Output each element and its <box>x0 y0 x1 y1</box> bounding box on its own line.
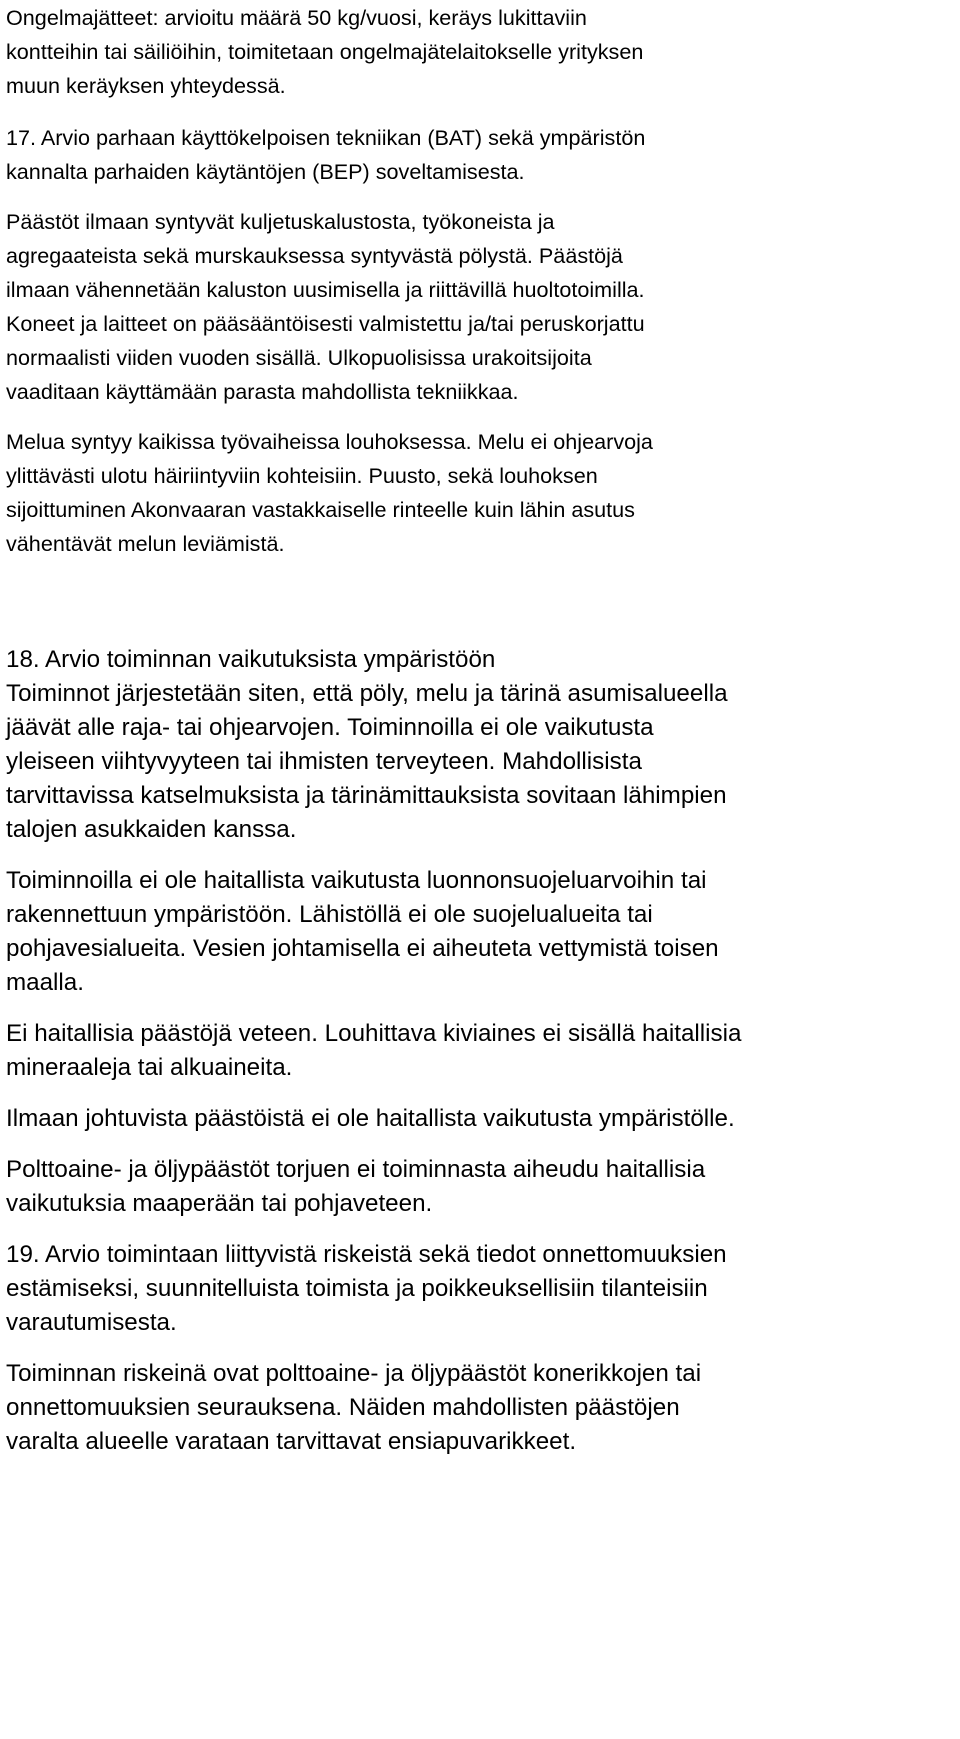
paragraph-air-impact <box>6 1102 956 1136</box>
text-line: kontteihin tai säiliöihin, toimitetaan ongelmajätelaitokselle yrityksen <box>6 39 644 64</box>
text-line: 19. Arvio toimintaan liittyvistä riskeistä sekä tiedot onnettomuuksien <box>6 1241 727 1268</box>
text-line: normaalisti viiden vuoden sisällä. Ulkopuolisissa urakoitsijoita <box>6 345 592 370</box>
paragraph-fuel-oil <box>6 1153 956 1221</box>
section-heading-19 <box>6 1238 956 1340</box>
paragraph-water-emissions <box>6 1017 956 1085</box>
text-line: maalla. <box>6 969 84 996</box>
text-line: Päästöt ilmaan syntyvät kuljetuskalustosta, työkoneista ja <box>6 209 555 234</box>
text-line: Polttoaine- ja öljypäästöt torjuen ei toiminnasta aiheudu haitallisia <box>6 1156 706 1183</box>
paragraph-air-emissions <box>6 205 956 409</box>
text-line: Koneet ja laitteet on pääsääntöisesti valmistettu ja/tai peruskorjattu <box>6 311 645 336</box>
text-line: varalta alueelle varataan tarvittavat ensiapuvarikkeet. <box>6 1428 577 1455</box>
text-line: Toiminnot järjestetään siten, että pöly, melu ja tärinä asumisalueella <box>6 680 728 707</box>
text-line: 17. Arvio parhaan käyttökelpoisen tekniikan (BAT) sekä ympäristön <box>6 125 646 150</box>
text-line: vaikutuksia maaperään tai pohjaveteen. <box>6 1190 433 1217</box>
text-line: tarvittavissa katselmuksista ja tärinämittauksista sovitaan lähimpien <box>6 782 727 809</box>
text-line: Toiminnoilla ei ole haitallista vaikutusta luonnonsuojeluarvoihin tai <box>6 867 707 894</box>
text-line: ylittävästi ulotu häiriintyviin kohteisiin. Puusto, sekä louhoksen <box>6 463 598 488</box>
text-line: Ilmaan johtuvista päästöistä ei ole haitallista vaikutusta ympäristölle. <box>6 1105 735 1132</box>
text-line: kannalta parhaiden käytäntöjen (BEP) soveltamisesta. <box>6 159 525 184</box>
text-line: onnettomuuksien seurauksena. Näiden mahdollisten päästöjen <box>6 1394 680 1421</box>
text-line: vaaditaan käyttämään parasta mahdollista tekniikkaa. <box>6 379 519 404</box>
text-line: yleiseen viihtyvyyteen tai ihmisten terveyteen. Mahdollisista <box>6 748 642 775</box>
text-line: vähentävät melun leviämistä. <box>6 531 285 556</box>
text-line: jäävät alle raja- tai ohjearvojen. Toiminnoilla ei ole vaikutusta <box>6 714 654 741</box>
text-line: mineraaleja tai alkuaineita. <box>6 1054 293 1081</box>
text-line: 18. Arvio toiminnan vaikutuksista ympäristöön <box>6 646 496 673</box>
text-line: Melua syntyy kaikissa työvaiheissa louhoksessa. Melu ei ohjearvoja <box>6 429 653 454</box>
paragraph-nature-values <box>6 864 956 1000</box>
section-heading-17 <box>6 121 956 189</box>
paragraph-hazardous-waste <box>6 1 956 103</box>
text-line: agregaateista sekä murskauksessa syntyvästä pölystä. Päästöjä <box>6 243 623 268</box>
text-line: talojen asukkaiden kanssa. <box>6 816 297 843</box>
text-line: sijoittuminen Akonvaaran vastakkaiselle rinteelle kuin lähin asutus <box>6 497 635 522</box>
text-line: Ongelmajätteet: arvioitu määrä 50 kg/vuosi, keräys lukittaviin <box>6 5 587 30</box>
text-line: estämiseksi, suunnitelluista toimista ja poikkeuksellisiin tilanteisiin <box>6 1275 708 1302</box>
text-line: pohjavesialueita. Vesien johtamisella ei aiheuteta vettymistä toisen <box>6 935 719 962</box>
text-line: muun keräyksen yhteydessä. <box>6 73 286 98</box>
document-page <box>6 0 956 1459</box>
text-line: Toiminnan riskeinä ovat polttoaine- ja öljypäästöt konerikkojen tai <box>6 1360 702 1387</box>
text-line: varautumisesta. <box>6 1309 177 1336</box>
paragraph-noise <box>6 425 956 561</box>
text-line: rakennettuun ympäristöön. Lähistöllä ei ole suojelualueita tai <box>6 901 653 928</box>
text-line: ilmaan vähennetään kaluston uusimisella ja riittävillä huoltotoimilla. <box>6 277 645 302</box>
text-line: Ei haitallisia päästöjä veteen. Louhittava kiviaines ei sisällä haitallisia <box>6 1020 742 1047</box>
section-heading-18 <box>6 643 956 847</box>
paragraph-risks <box>6 1357 956 1459</box>
